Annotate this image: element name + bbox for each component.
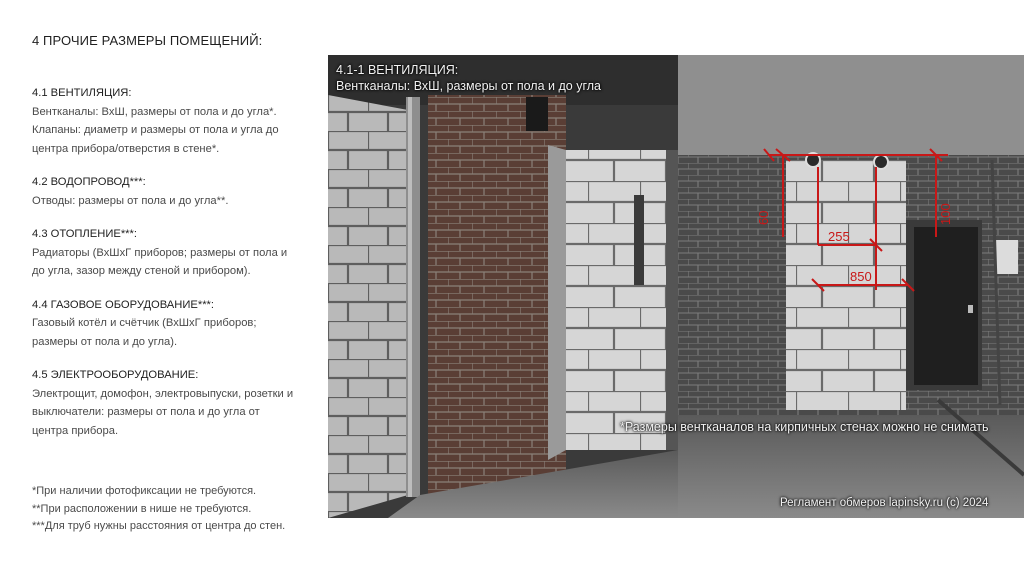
section-heading: 4.2 ВОДОПРОВОД***: <box>32 176 146 188</box>
section-line: Газовый котёл и счётчик (ВхШхГ приборов; <box>32 317 257 329</box>
section-heading: 4.1 ВЕНТИЛЯЦИЯ: <box>32 87 132 99</box>
ventilation-photo <box>328 55 1024 518</box>
section-line: до угла, зазор между стеной и прибором). <box>32 265 251 277</box>
section-heading: 4.5 ЭЛЕКТРООБОРУДОВАНИЕ: <box>32 369 199 381</box>
section-line: Электрощит, домофон, электровыпуски, розетки и <box>32 387 294 400</box>
section-heating <box>32 225 322 281</box>
photo-illustration <box>328 55 1024 518</box>
section-line: размеры от пола и до угла). <box>32 335 178 348</box>
section-line: выключатели: размеры от пола и до угла от <box>32 406 260 418</box>
footnote: **При расположении в нише не требуются. <box>32 502 252 515</box>
section-line: Вентканалы: ВхШ, размеры от пола и до угла*. <box>32 105 277 118</box>
section-gas <box>32 296 322 352</box>
photo-caption-sub: Вентканалы: ВхШ, размеры от пола и до угла <box>336 79 601 93</box>
footnote: *При наличии фотофиксации не требуются. <box>32 485 257 497</box>
dim-255: 255 <box>828 229 850 244</box>
photo-caption-title: 4.1-1 ВЕНТИЛЯЦИЯ: <box>336 63 459 77</box>
page-title: 4 ПРОЧИЕ РАЗМЕРЫ ПОМЕЩЕНИЙ: <box>32 33 263 48</box>
photo-note: *Размеры вентканалов на кирпичных стенах можно не снимать <box>620 420 989 434</box>
section-heading: 4.4 ГАЗОВОЕ ОБОРУДОВАНИЕ***: <box>32 298 215 311</box>
section-line: Клапаны: диаметр и размеры от пола и угла до <box>32 124 279 136</box>
section-water <box>32 173 322 210</box>
dim-850: 850 <box>850 269 872 284</box>
watermark: Регламент обмеров lapinsky.ru (с) 2024 <box>780 497 989 509</box>
section-heading: 4.3 ОТОПЛЕНИЕ***: <box>32 228 137 240</box>
dim-100: 100 <box>938 203 953 225</box>
section-ventilation <box>32 84 322 158</box>
section-line: Отводы: размеры от пола и до угла**. <box>32 194 229 207</box>
section-line: Радиаторы (ВхШхГ приборов; размеры от пола и <box>32 246 288 259</box>
section-line: центра прибора. <box>32 424 119 437</box>
footnotes <box>32 483 332 536</box>
section-electric <box>32 366 322 440</box>
section-line: центра прибора/отверстия в стене*. <box>32 142 220 155</box>
sections-list <box>32 84 322 455</box>
dim-60: 60 <box>756 210 771 225</box>
footnote: ***Для труб нужны расстояния от центра до стен. <box>32 520 286 532</box>
